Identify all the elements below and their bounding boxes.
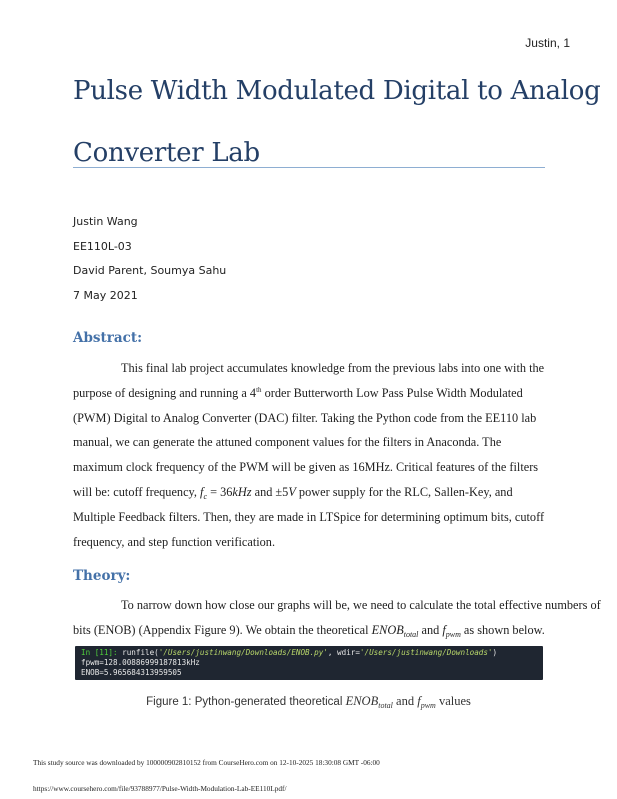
abstract-line: maximum clock frequency of the PWM will be given as 16MHz. Critical features of the filters [73,460,539,475]
console-function: runfile( [122,648,159,657]
abstract-paragraph [73,356,546,554]
abstract-line: manual, we can generate the attuned component values for the filters in Anaconda. The [73,435,502,450]
caption-math-f: f [417,694,421,708]
theory-and: and [418,622,443,637]
math-v: V [288,484,296,499]
caption-subscript-total: total [378,701,393,710]
theory-line: bits (ENOB) (Appendix Figure 9). We obtain the theoretical [73,622,372,637]
instructors: David Parent, Soumya Sahu [73,264,227,277]
abstract-line: Multiple Feedback filters. Then, they are made in LTSpice for determining optimum bits, cutoff [73,509,545,524]
console-prompt: In [11]: [81,648,123,657]
console-output-enob: ENOB=5.965684313959505 [81,668,182,677]
abstract-line: order Butterworth Low Pass Pulse Width Modulated [261,385,523,400]
python-console-output [75,646,543,680]
math-subscript-total: total [403,629,419,639]
console-close-paren: ) [492,648,498,657]
abstract-line: purpose of designing and running a 4 [73,385,257,400]
console-output-fpwm: fpwm=128.00886999187813kHz [81,658,200,667]
title-underline-rule [73,167,545,168]
theory-heading: Theory: [73,568,131,584]
course-code: EE110L-03 [73,239,132,253]
title-line-2: Converter Lab [73,138,260,168]
math-pm5: and ±5 [251,484,289,499]
console-arg-file: '/Users/justinwang/Downloads/ENOB.py' [158,648,328,657]
abstract-heading: Abstract: [73,330,143,346]
theory-line: To narrow down how close our graphs will be, we need to calculate the total effective numbers of [121,598,601,612]
caption-math-enob: ENOB [345,694,379,708]
math-equals-36: = 36 [207,484,233,499]
author-block [73,210,226,308]
math-f: f [442,622,446,637]
date: 7 May 2021 [73,288,138,302]
caption-suffix: values [435,694,471,708]
caption-prefix: Figure 1: Python-generated theoretical [146,696,346,708]
abstract-line: This final lab project accumulates knowledge from the previous labs into one with the [121,361,545,375]
abstract-line: (PWM) Digital to Analog Converter (DAC) filter. Taking the Python code from the EE110 lab [73,410,537,425]
math-subscript-c: c [203,491,208,501]
theory-line: as shown below. [460,622,545,637]
page-header: Justin, 1 [525,36,570,50]
title-line-1: Pulse Width Modulated Digital to Analog [73,76,601,106]
source-url-link[interactable]: https://www.coursehero.com/file/93788977/Pulse-Width-Modulation-Lab-EE110Lpdf/ [33,784,287,793]
abstract-line: power supply for the RLC, Sallen-Key, and [295,484,513,499]
caption-and: and [392,694,418,708]
figure-caption [0,694,617,709]
math-f: f [200,484,204,499]
download-notice: This study source was downloaded by 100000902810152 from CourseHero.com on 12-10-2025 18:30:08 GMT -06:00 [33,758,380,767]
abstract-line: will be: cutoff frequency, [73,484,201,499]
abstract-line: frequency, and step function verification. [73,534,276,549]
author-name: Justin Wang [73,215,138,228]
caption-subscript-pwm: pwm [420,701,436,710]
math-subscript-pwm: pwm [445,629,461,639]
superscript-th: th [256,385,262,394]
console-arg-wdir: '/Users/justinwang/Downloads' [359,648,493,657]
theory-paragraph [73,593,601,643]
math-enob: ENOB [371,622,404,637]
math-khz: kHz [232,484,252,499]
console-arg-sep: , wdir= [327,648,360,657]
